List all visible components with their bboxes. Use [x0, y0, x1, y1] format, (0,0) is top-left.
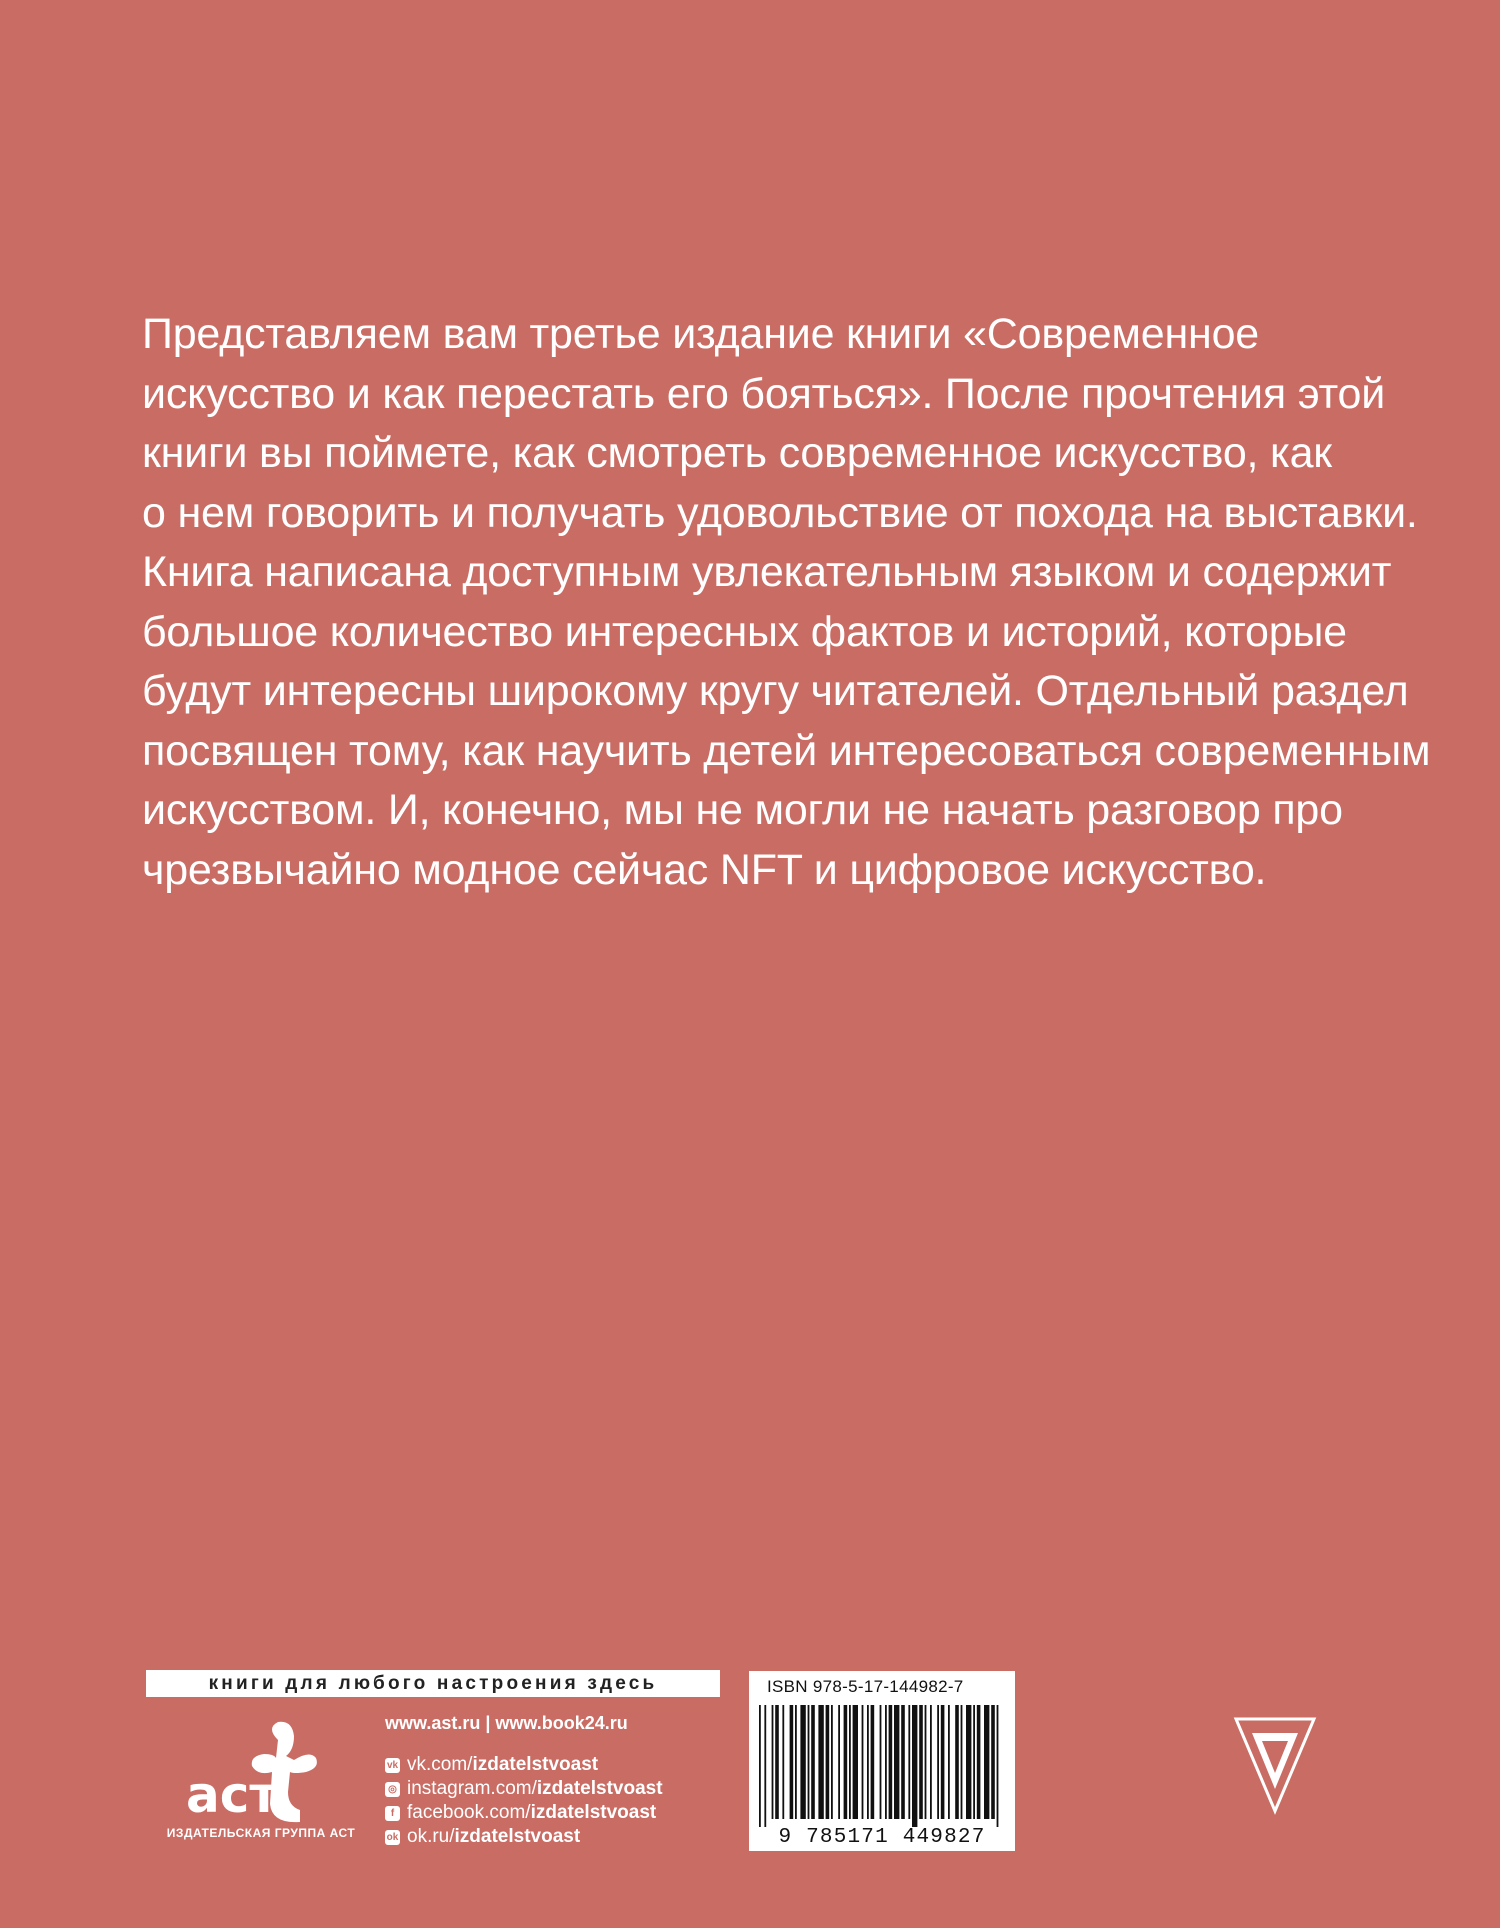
- web-links[interactable]: www.ast.ru | www.book24.ru: [385, 1713, 628, 1733]
- blurb-line: книги вы поймете, как смотреть современное искусство, как: [142, 429, 1332, 477]
- v-logo-icon: [1232, 1715, 1318, 1815]
- tagline-bar: книги для любого настроения здесь: [146, 1670, 720, 1697]
- barcode-bar: [925, 1705, 927, 1819]
- social-prefix: vk.com/: [407, 1754, 473, 1775]
- barcode-bar: [818, 1705, 823, 1819]
- social-handle: izdatelstvoast: [454, 1826, 581, 1847]
- barcode-bar: [930, 1705, 932, 1819]
- social-link-odnoklassniki[interactable]: [385, 1825, 663, 1849]
- barcode-bar: [790, 1705, 794, 1819]
- social-link-vk[interactable]: [385, 1753, 663, 1777]
- social-link-instagram[interactable]: [385, 1777, 663, 1801]
- barcode-bar: [849, 1705, 851, 1819]
- barcode-bar: [894, 1705, 899, 1819]
- barcode-bar: [831, 1705, 833, 1819]
- blurb-line: искусство и как перестать его бояться». После прочтения этой: [142, 369, 1386, 418]
- barcode-bar: [997, 1705, 999, 1827]
- barcode-bar: [901, 1705, 905, 1819]
- barcode-bar: [772, 1705, 774, 1819]
- social-handle: izdatelstvoast: [536, 1778, 663, 1799]
- barcode-bar: [941, 1705, 945, 1819]
- barcode-bar: [908, 1705, 910, 1819]
- social-link-facebook[interactable]: [385, 1801, 663, 1825]
- barcode-bar: [795, 1705, 797, 1819]
- isbn-label: ISBN 978-5-17-144982-7: [767, 1677, 964, 1696]
- barcode-bar: [844, 1705, 848, 1819]
- barcode-bar: [867, 1705, 869, 1819]
- barcode-bar: [955, 1705, 959, 1819]
- social-handle: izdatelstvoast: [530, 1802, 657, 1823]
- barcode-bar: [880, 1705, 882, 1819]
- barcode-bar: [961, 1705, 963, 1819]
- barcode-bar: [826, 1705, 830, 1819]
- barcode-panel: [749, 1671, 1015, 1851]
- barcode-bar: [838, 1705, 840, 1819]
- barcode-bar: [862, 1705, 864, 1819]
- barcode-bar: [800, 1705, 805, 1819]
- barcode-bar: [973, 1705, 975, 1819]
- odnoklassniki-icon: ok: [386, 1831, 399, 1843]
- barcode-bar: [889, 1705, 893, 1819]
- social-prefix: instagram.com/: [407, 1778, 537, 1799]
- social-prefix: ok.ru/: [407, 1826, 455, 1847]
- blurb-line: о нем говорить и получать удовольствие от похода на выставки.: [142, 488, 1418, 537]
- barcode-bar: [764, 1705, 766, 1827]
- barcode-icon: [755, 1705, 1009, 1827]
- barcode-bar: [811, 1705, 815, 1819]
- barcode-bar: [871, 1705, 875, 1819]
- barcode-bar: [966, 1705, 971, 1819]
- barcode-digits: 9 785171 449827: [778, 1826, 986, 1849]
- barcode-bar: [782, 1705, 784, 1819]
- instagram-icon: ◎: [385, 1782, 400, 1797]
- barcode-bar: [937, 1705, 939, 1819]
- barcode-bar: [759, 1705, 761, 1827]
- facebook-icon: f: [385, 1806, 400, 1821]
- barcode-bar: [948, 1705, 950, 1819]
- barcode-bar: [912, 1705, 917, 1827]
- social-prefix: facebook.com/: [407, 1802, 531, 1823]
- blurb-text: [142, 305, 1472, 900]
- barcode-bar: [977, 1705, 981, 1819]
- publisher-caption: ИЗДАТЕЛЬСКАЯ ГРУППА АСТ: [166, 1826, 356, 1840]
- barcode-bar: [885, 1705, 887, 1819]
- blurb-line: чрезвычайно модное сейчас NFT и цифровое искусство.: [142, 845, 1267, 894]
- barcode-bar: [984, 1705, 989, 1819]
- ast-logo-icon: [166, 1720, 356, 1830]
- barcode-bar: [775, 1705, 779, 1819]
- blurb-line: будут интересны широкому кругу читателей. Отдельный раздел: [142, 667, 1409, 715]
- blurb-line: посвящен тому, как научить детей интересоваться современным: [142, 726, 1431, 775]
- blurb-line: искусством. И, конечно, мы не могли не начать разговор про: [142, 786, 1343, 834]
- ast-logo-text: аст: [186, 1766, 279, 1824]
- social-links: [385, 1753, 663, 1849]
- barcode-bar: [919, 1705, 923, 1819]
- barcode-bar: [853, 1705, 858, 1819]
- barcode-bar: [808, 1705, 810, 1819]
- social-handle: izdatelstvoast: [472, 1754, 599, 1775]
- vk-icon: vk: [386, 1759, 399, 1771]
- blurb-line: Книга написана доступным увлекательным языком и содержит: [142, 548, 1392, 596]
- barcode-bar: [991, 1705, 995, 1819]
- blurb-line: большое количество интересных фактов и историй, которые: [142, 607, 1347, 656]
- blurb-line: Представляем вам третье издание книги «Современное: [142, 310, 1260, 358]
